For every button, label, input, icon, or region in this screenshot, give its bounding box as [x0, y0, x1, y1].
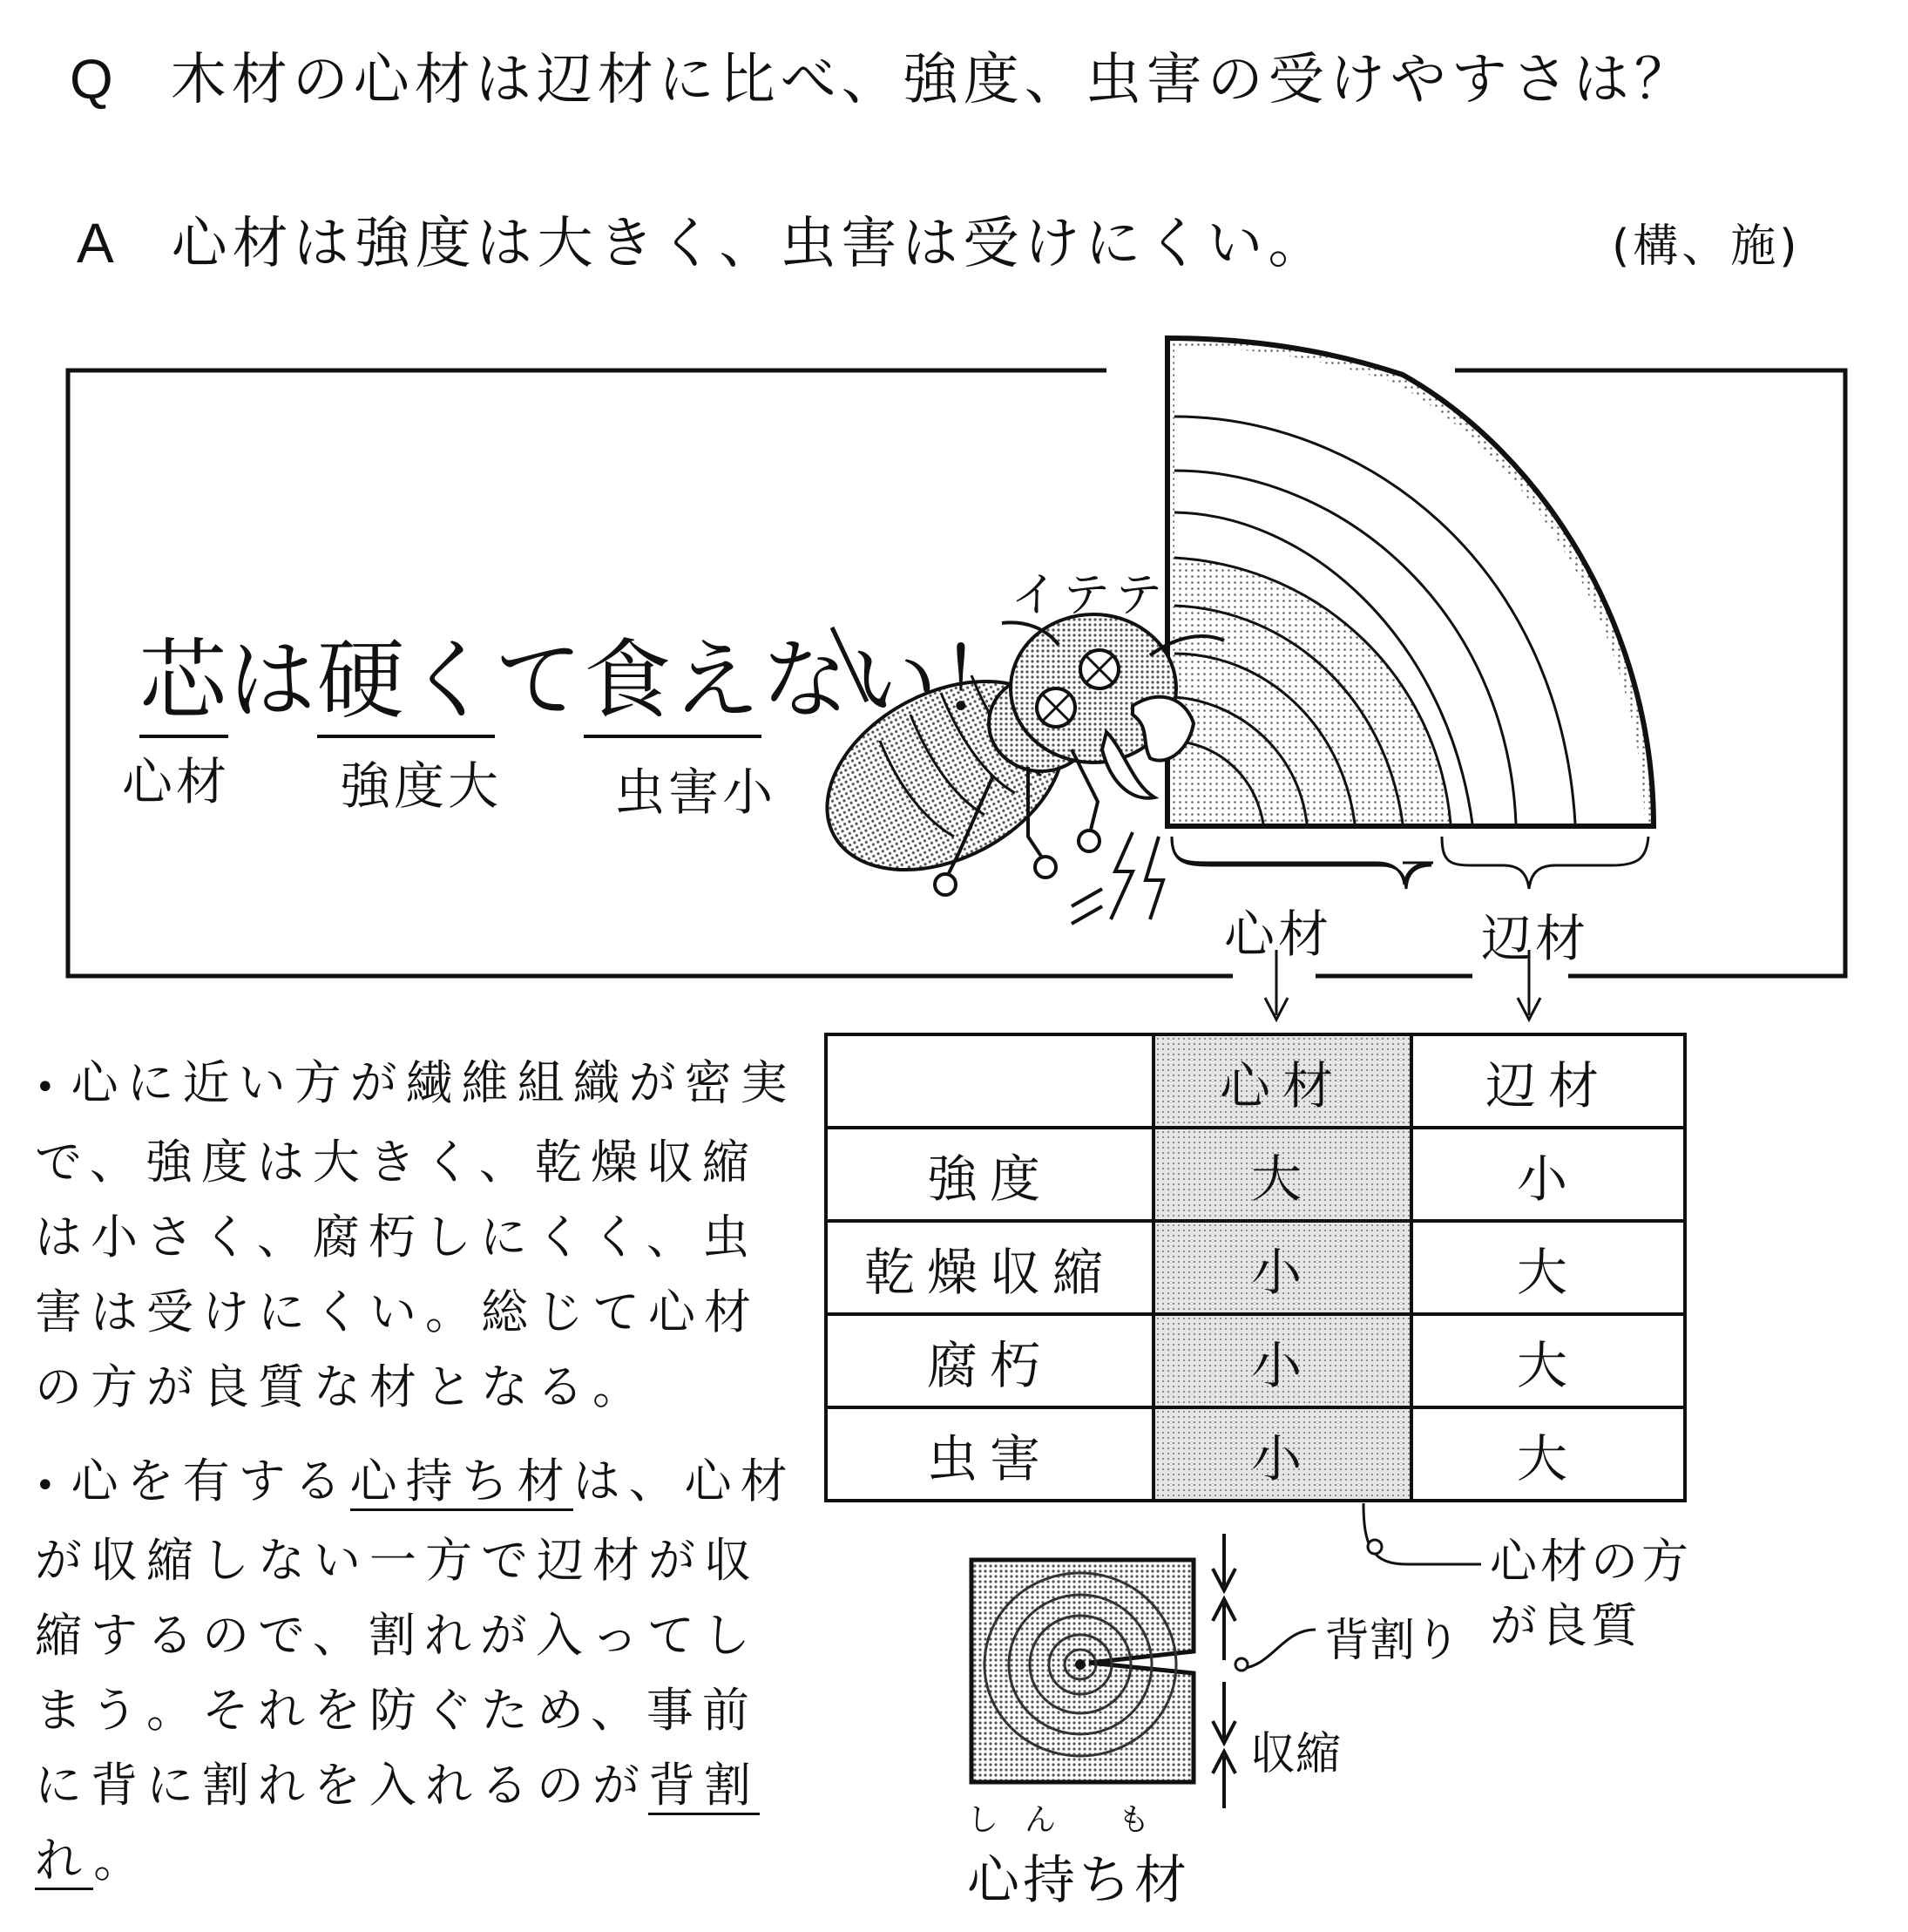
slogan — [139, 610, 1028, 736]
bullet-text: 心を有する — [71, 1454, 350, 1508]
table-cell-sapwood: 大 — [1411, 1407, 1685, 1501]
table-note-leader — [1363, 1503, 1481, 1564]
table-header-sapwood: 辺材 — [1411, 1034, 1685, 1128]
sapwood-label: 辺材 — [1481, 909, 1590, 968]
table-cell-sapwood: 大 — [1411, 1221, 1685, 1314]
table-cell-sapwood: 小 — [1411, 1128, 1685, 1221]
slogan-sub-strength: 強度大 — [340, 756, 503, 816]
question-label: Q — [70, 48, 118, 111]
table-header-blank — [826, 1034, 1154, 1128]
shrink-label: 収縮 — [1250, 1728, 1342, 1780]
table-cell-heartwood: 小 — [1154, 1314, 1411, 1407]
termite-cry: イテテ — [1011, 567, 1167, 622]
bullet-text: は、心材が収縮しない一方で辺材が収縮するので、割れが入ってしまう。それを防ぐため、事前に背に割れを入れるのが — [35, 1454, 796, 1813]
bullet-text: 。 — [93, 1833, 150, 1888]
table-row-label: 腐朽 — [826, 1314, 1154, 1407]
slogan-not: ない！ — [761, 629, 1028, 731]
bullet-term: 背割れ — [35, 1758, 760, 1890]
bullet-item: • 心に近い方が繊維組織が密実で、強度は大きく、乾燥収縮は小さく、腐朽しにくく、虫害は受けにくい。総じて心材の方が良質な材となる。 — [35, 1055, 796, 1414]
shinmochi-ruby: しん も — [967, 1802, 1176, 1838]
table-header-row — [826, 1034, 1685, 1128]
table-row-label: 乾燥収縮 — [826, 1221, 1154, 1314]
table-cell-heartwood: 小 — [1154, 1407, 1411, 1501]
answer-text: 心材は強度は大きく、虫害は受けにくい。 — [171, 212, 1330, 276]
bullet-text: 心に近い方が繊維組織が密実で、強度は大きく、乾燥収縮は小さく、腐朽しにくく、虫害は受けにくい。総じて心材の方が良質な材となる。 — [35, 1055, 796, 1414]
table-cell-sapwood: 大 — [1411, 1314, 1685, 1407]
bullet-list — [35, 1046, 802, 1898]
slogan-core: 芯 — [139, 629, 228, 738]
table-row — [826, 1314, 1685, 1407]
category-tag: (構、施) — [1612, 220, 1801, 273]
slogan-te: て — [495, 629, 584, 731]
comparison-table — [824, 1033, 1687, 1502]
slogan-wa: は — [228, 629, 317, 731]
slogan-sub-insect: 虫害小 — [614, 763, 777, 822]
table-row — [826, 1128, 1685, 1221]
answer-label: A — [77, 212, 119, 275]
table-note-line: 心材の方 — [1490, 1534, 1692, 1589]
table-note-line: が良質 — [1490, 1598, 1641, 1653]
slogan-eat: 食え — [584, 629, 761, 738]
slogan-hard: 硬く — [317, 629, 495, 738]
table-note — [1490, 1529, 1692, 1658]
table-row-label: 強度 — [826, 1128, 1154, 1221]
table-row — [826, 1407, 1685, 1501]
table-header-heartwood: 心材 — [1154, 1034, 1411, 1128]
bullet-item: • 心を有する心持ち材は、心材が収縮しない一方で辺材が収縮するので、割れが入ってしまう。それを防ぐため、事前に背に割れを入れるのが背割れ。 — [35, 1444, 802, 1898]
table-cell-heartwood: 小 — [1154, 1221, 1411, 1314]
table-cell-heartwood: 大 — [1154, 1128, 1411, 1221]
heartwood-label: 心材 — [1224, 905, 1333, 964]
shinmochi-title: 心持ち材 — [967, 1850, 1190, 1911]
bullet-term: 心持ち材 — [350, 1454, 573, 1511]
table-row-label: 虫害 — [826, 1407, 1154, 1501]
question-text: 木材の心材は辺材に比べ、強度、虫害の受けやすさは？ — [170, 48, 1695, 112]
table-row — [826, 1221, 1685, 1314]
back-split-label: 背割り — [1324, 1615, 1461, 1667]
slogan-sub-heartwood: 心材 — [122, 752, 231, 811]
